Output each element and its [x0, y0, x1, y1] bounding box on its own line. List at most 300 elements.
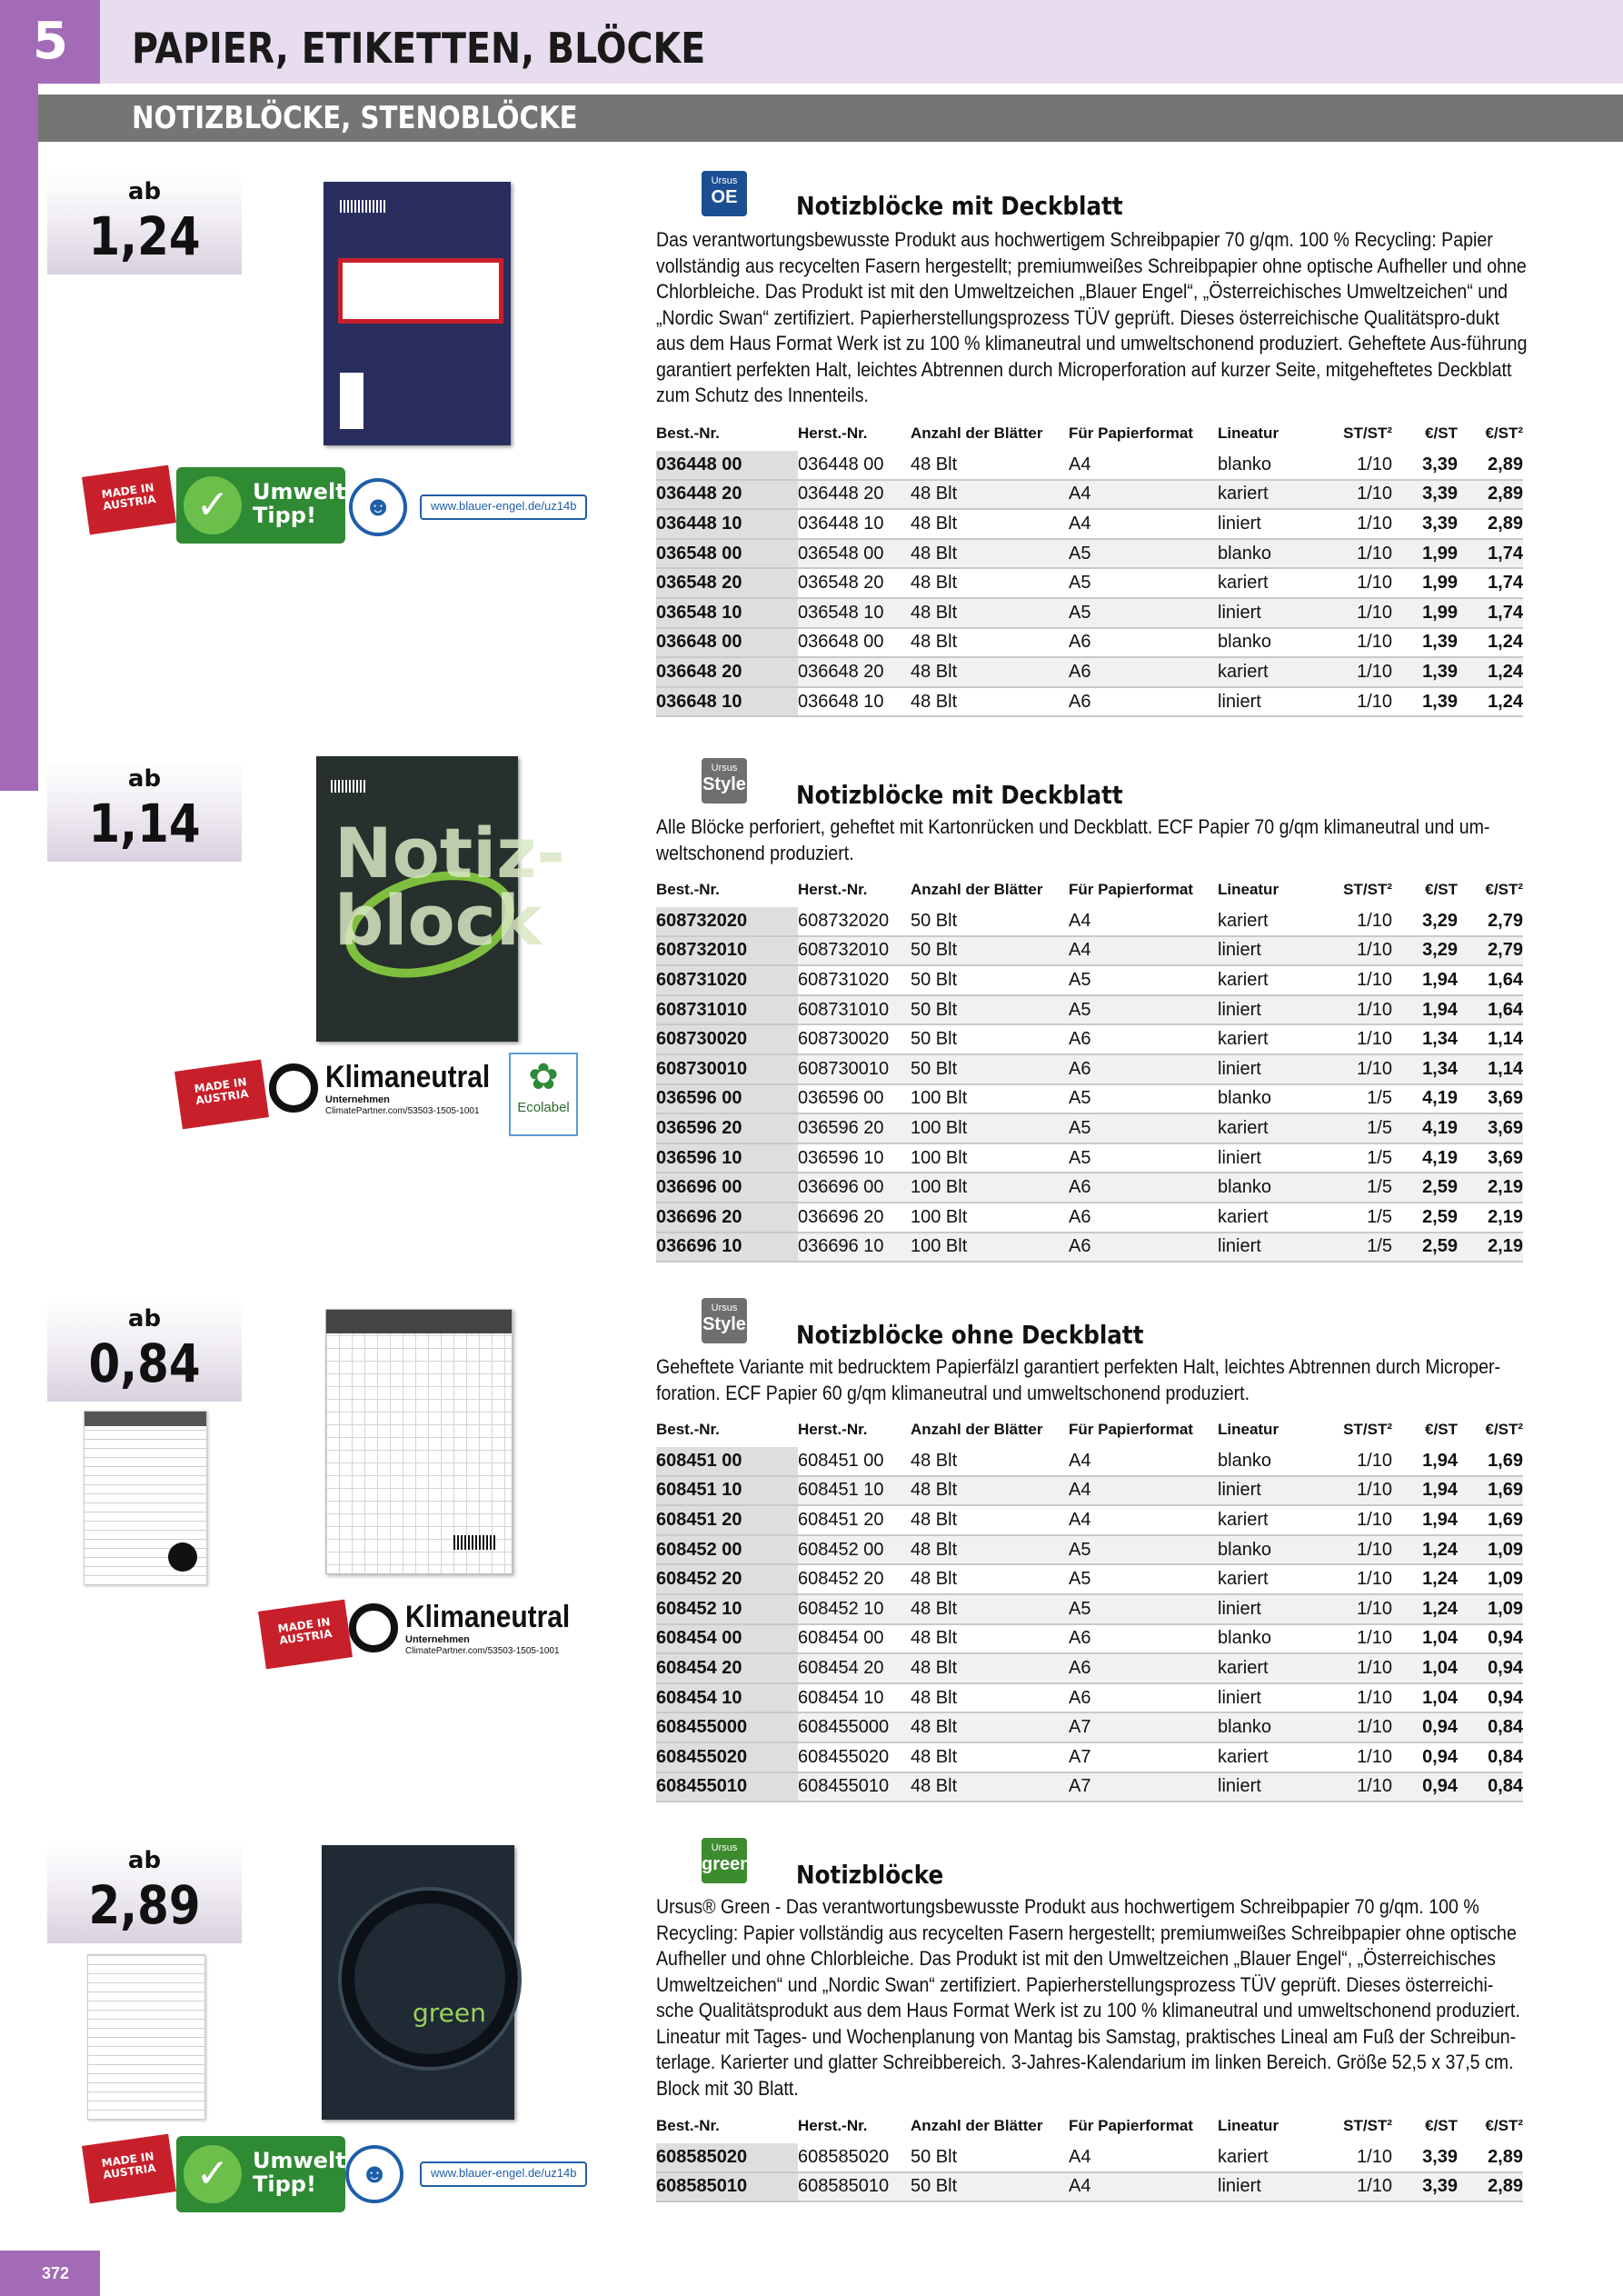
table-cell: 1/10 — [1357, 513, 1392, 534]
table-cell: 1/10 — [1329, 936, 1392, 966]
table-cell: 50 Blt — [911, 2172, 1069, 2202]
order-number-cell: 608455000 — [656, 1712, 798, 1742]
table-row — [656, 1054, 1523, 1084]
column-header: Best.-Nr. — [656, 881, 720, 898]
column-header: €/ST — [1425, 2117, 1458, 2134]
column-header: ST/ST² — [1343, 424, 1392, 442]
umwelt-text: Umwelt — [253, 479, 346, 504]
table-cell: 0,94 — [1392, 1712, 1458, 1742]
price-value: 0,84 — [88, 1333, 201, 1394]
table-cell: liniert — [1218, 2172, 1329, 2202]
table-row — [656, 657, 1523, 687]
product-image-notizblock-blue — [324, 182, 511, 445]
table-cell: 3,39 — [1422, 454, 1458, 474]
table-cell: A4 — [1069, 454, 1091, 474]
section-title: NOTIZBLÖCKE, STENOBLÖCKE — [132, 100, 578, 136]
table-cell: 3,69 — [1488, 1088, 1523, 1109]
table-cell: 1,64 — [1458, 995, 1523, 1025]
column-header: Best.-Nr. — [656, 2117, 720, 2134]
table-cell: A6 — [1069, 657, 1218, 687]
table-cell: liniert — [1218, 1594, 1329, 1624]
table-cell: 1/10 — [1357, 454, 1392, 474]
order-number-cell: 608451 20 — [656, 1505, 798, 1535]
table-cell: A4 — [1069, 1509, 1091, 1530]
klimaneutral-badge — [349, 1598, 640, 1662]
product-title: Notizblöcke ohne Deckblatt — [796, 1320, 1144, 1350]
table-cell: 1,09 — [1458, 1535, 1523, 1565]
table-cell: 036596 00 — [798, 1088, 884, 1109]
table-cell: 608454 00 — [798, 1628, 884, 1649]
table-row — [656, 509, 1523, 539]
table-cell: 0,94 — [1488, 1628, 1523, 1649]
table-cell: 608585020 — [798, 2146, 890, 2167]
table-cell: A4 — [1069, 910, 1091, 931]
table-cell: blanko — [1218, 454, 1271, 474]
table-cell: kariert — [1218, 1746, 1269, 1767]
table-cell: 1,39 — [1422, 691, 1458, 712]
table-cell: 48 Blt — [911, 598, 1069, 628]
table-cell: 036696 00 — [798, 1173, 911, 1203]
table-cell: 1/10 — [1329, 995, 1392, 1025]
table-cell: kariert — [1218, 910, 1269, 931]
table-cell: 1/10 — [1357, 1569, 1392, 1590]
table-cell: 48 Blt — [911, 1476, 1069, 1506]
table-cell: 036696 10 — [798, 1233, 911, 1263]
table-cell: A5 — [1069, 969, 1091, 990]
table-cell: 1,24 — [1488, 691, 1523, 712]
order-number-cell: 036548 10 — [656, 598, 798, 628]
table-cell: A5 — [1069, 1113, 1218, 1143]
table-cell: 1,99 — [1392, 539, 1458, 569]
table-cell: 1,09 — [1488, 1569, 1523, 1590]
table-cell: kariert — [1218, 1029, 1269, 1050]
table-cell: 50 Blt — [911, 1054, 1069, 1084]
table-cell: blanko — [1218, 1628, 1271, 1649]
ecolabel-text: Ecolabel — [517, 1100, 570, 1115]
table-cell: liniert — [1218, 1687, 1261, 1708]
table-cell: 100 Blt — [911, 1206, 968, 1227]
table-cell: A4 — [1069, 1450, 1091, 1471]
tipp-text: Tipp! — [253, 2171, 316, 2197]
table-cell: 1/10 — [1357, 1687, 1392, 1708]
table-cell: kariert — [1218, 1509, 1269, 1530]
table-cell: 1/5 — [1329, 1233, 1392, 1263]
table-cell: 50 Blt — [911, 1029, 958, 1050]
blauer-engel-url[interactable]: www.blauer-engel.de/uz14b — [420, 494, 587, 520]
order-number-cell: 608451 00 — [656, 1447, 798, 1476]
table-row — [656, 1505, 1523, 1535]
blauer-engel-url[interactable]: www.blauer-engel.de/uz14b — [420, 2161, 587, 2187]
order-number-cell: 608585020 — [656, 2143, 798, 2172]
table-cell: 2,89 — [1458, 2172, 1523, 2202]
table-row — [656, 1203, 1523, 1233]
order-number-cell: 036648 00 — [656, 628, 798, 658]
brand-big: green — [702, 1854, 752, 1874]
order-number-cell: 608730020 — [656, 1024, 798, 1054]
table-header — [656, 1416, 1523, 1447]
table-cell: 48 Blt — [911, 1594, 1069, 1624]
table-cell: 2,89 — [1488, 454, 1523, 474]
table-cell: 1,24 — [1392, 1535, 1458, 1565]
chapter-title: PAPIER, ETIKETTEN, BLÖCKE — [132, 24, 706, 73]
table-cell: liniert — [1218, 936, 1329, 966]
table-cell: A4 — [1069, 2172, 1218, 2202]
table-cell: A4 — [1069, 480, 1218, 510]
order-number-cell: 608731010 — [656, 995, 798, 1025]
cover-label — [338, 258, 503, 324]
table-cell: 608731010 — [798, 995, 911, 1025]
table-cell: 1/10 — [1357, 2146, 1392, 2167]
table-cell: 608454 10 — [798, 1687, 884, 1708]
table-cell: A4 — [1069, 1476, 1218, 1506]
table-cell: 608451 20 — [798, 1509, 884, 1530]
table-cell: 2,79 — [1458, 936, 1523, 966]
table-cell: A5 — [1069, 1535, 1218, 1565]
klimaneutral-label: Klimaneutral — [405, 1600, 571, 1634]
table-cell: 036548 00 — [798, 539, 911, 569]
order-number-cell: 608730010 — [656, 1054, 798, 1084]
product-description: Alle Blöcke perforiert, geheftet mit Kartonrücken und Deckblatt. ECF Papier 70 g/qm klimaneutral und um-weltschonend produziert. — [656, 815, 1490, 864]
table-cell: 48 Blt — [911, 539, 1069, 569]
price-box — [47, 1300, 242, 1402]
order-number-cell: 608454 00 — [656, 1624, 798, 1654]
table-cell: A7 — [1069, 1712, 1218, 1742]
table-cell: 1/10 — [1329, 657, 1392, 687]
table-cell: 48 Blt — [911, 1569, 958, 1590]
table-header — [656, 876, 1523, 907]
column-header: Herst.-Nr. — [798, 2117, 868, 2134]
order-number-cell: 036448 00 — [656, 451, 798, 480]
column-header: Lineatur — [1218, 424, 1279, 442]
table-cell: 0,84 — [1458, 1712, 1523, 1742]
table-cell: 608731020 — [798, 969, 890, 990]
product-description: Geheftete Variante mit bedrucktem Papierfälzl garantiert perfekten Halt, leichtes Abtrennen durch Microper-foration. ECF Papier 60 g/qm klimaneutral und umweltschonend produziert. — [656, 1355, 1501, 1404]
table-cell: 48 Blt — [911, 1450, 958, 1471]
table-cell: 1/10 — [1357, 969, 1392, 990]
column-header: €/ST² — [1485, 2117, 1523, 2134]
article-table — [656, 1416, 1523, 1802]
table-row — [656, 1564, 1523, 1594]
table-header — [656, 2112, 1523, 2143]
table-cell: 1,94 — [1422, 1450, 1458, 1471]
table-cell: 1/10 — [1357, 1029, 1392, 1050]
order-number-cell: 608451 10 — [656, 1476, 798, 1506]
table-cell: 036596 20 — [798, 1113, 911, 1143]
table-cell: 1/10 — [1357, 910, 1392, 931]
order-number-cell: 036648 10 — [656, 687, 798, 717]
table-cell: 1,34 — [1392, 1054, 1458, 1084]
table-cell: 608730010 — [798, 1054, 911, 1084]
made-in-austria-badge: MADE IN AUSTRIA — [174, 1060, 269, 1130]
table-cell: 1,64 — [1488, 969, 1523, 990]
order-number-cell: 036448 20 — [656, 480, 798, 510]
table-cell: 608585010 — [798, 2172, 911, 2202]
table-cell: 1,04 — [1422, 1628, 1458, 1649]
price-prefix: ab — [127, 1847, 162, 1874]
klimaneutral-sub: Unternehmen — [325, 1094, 390, 1105]
table-cell: 608454 20 — [798, 1653, 911, 1683]
table-cell: 4,19 — [1422, 1088, 1458, 1109]
table-cell: 1/10 — [1357, 632, 1392, 653]
product-image-notizblock-lined — [84, 1411, 207, 1585]
table-cell: 2,59 — [1422, 1206, 1458, 1227]
table-cell: kariert — [1218, 2146, 1269, 2167]
table-row — [656, 1113, 1523, 1143]
table-cell: 1/10 — [1329, 2172, 1392, 2202]
barcode-icon — [331, 780, 367, 793]
table-cell: 50 Blt — [911, 969, 958, 990]
table-cell: A5 — [1069, 995, 1218, 1025]
table-cell: liniert — [1218, 995, 1329, 1025]
table-cell: 1/5 — [1329, 1173, 1392, 1203]
table-row — [656, 2172, 1523, 2202]
table-cell: 1,94 — [1392, 1476, 1458, 1506]
made-in-austria-badge: MADE IN AUSTRIA — [258, 1600, 353, 1670]
tipp-text: Tipp! — [253, 503, 316, 528]
table-cell: 1,39 — [1422, 632, 1458, 653]
table-cell: 2,19 — [1458, 1233, 1523, 1263]
table-cell: 2,89 — [1458, 480, 1523, 510]
table-cell: kariert — [1218, 1653, 1329, 1683]
table-row — [656, 1594, 1523, 1624]
table-cell: 1,14 — [1458, 1054, 1523, 1084]
cover-stripe — [340, 373, 363, 429]
pad-logo-icon — [168, 1542, 197, 1572]
table-cell: 608451 10 — [798, 1476, 911, 1506]
table-row — [656, 1742, 1523, 1772]
table-cell: A6 — [1069, 1233, 1218, 1263]
table-cell: 1/5 — [1329, 1113, 1392, 1143]
order-number-cell: 036548 20 — [656, 568, 798, 598]
column-header: ST/ST² — [1343, 1421, 1392, 1438]
table-cell: 50 Blt — [911, 936, 1069, 966]
table-cell: A6 — [1069, 1687, 1091, 1708]
table-cell: 48 Blt — [911, 1628, 958, 1649]
table-cell: A6 — [1069, 632, 1091, 653]
table-row — [656, 480, 1523, 510]
table-cell: A6 — [1069, 1206, 1091, 1227]
brand-big: Style — [702, 774, 746, 794]
table-cell: 036548 10 — [798, 598, 911, 628]
table-cell: A5 — [1069, 539, 1218, 569]
product-image-notizblock-style — [316, 756, 565, 1042]
article-table — [656, 876, 1523, 1263]
order-number-cell: 608452 00 — [656, 1535, 798, 1565]
checkmark-icon: ✓ — [184, 2145, 242, 2203]
order-number-cell: 608454 20 — [656, 1653, 798, 1683]
column-header: €/ST² — [1485, 1421, 1523, 1438]
table-cell: liniert — [1218, 598, 1329, 628]
chapter-side-strip — [0, 0, 38, 791]
order-number-cell: 608732020 — [656, 907, 798, 936]
table-cell: 48 Blt — [911, 454, 958, 474]
table-row — [656, 1624, 1523, 1654]
column-header: Lineatur — [1218, 2117, 1279, 2134]
order-number-cell: 608455010 — [656, 1772, 798, 1802]
table-cell: 48 Blt — [911, 632, 958, 653]
table-cell: 1/5 — [1367, 1147, 1392, 1168]
cover-circle — [342, 1891, 518, 2067]
blauer-engel-icon: ☻ — [349, 478, 407, 536]
table-cell: 48 Blt — [911, 1746, 958, 1767]
price-box — [47, 760, 242, 862]
table-cell: A4 — [1069, 513, 1091, 534]
ecolabel-badge — [509, 1053, 578, 1136]
table-cell: 0,94 — [1422, 1746, 1458, 1767]
pad-header — [85, 1412, 206, 1426]
brand-top: Ursus — [711, 175, 738, 186]
table-cell: A4 — [1069, 936, 1218, 966]
order-number-cell: 036696 20 — [656, 1203, 798, 1233]
order-number-cell: 036648 20 — [656, 657, 798, 687]
cover-text: Notiz-block — [334, 813, 565, 961]
table-cell: 608732010 — [798, 936, 911, 966]
table-cell: 3,69 — [1458, 1113, 1523, 1143]
table-header — [656, 420, 1523, 451]
column-header: Anzahl der Blätter — [911, 1421, 1043, 1438]
table-cell: 100 Blt — [911, 1113, 1069, 1143]
climate-partner-icon — [269, 1063, 318, 1113]
table-cell: blanko — [1218, 1535, 1329, 1565]
table-cell: 608452 00 — [798, 1535, 911, 1565]
table-cell: 036648 20 — [798, 657, 911, 687]
table-row — [656, 568, 1523, 598]
order-number-cell: 036596 00 — [656, 1084, 798, 1114]
table-cell: 1,69 — [1458, 1476, 1523, 1506]
table-cell: A4 — [1069, 2146, 1091, 2167]
table-cell: 608455010 — [798, 1772, 911, 1802]
table-cell: 0,84 — [1458, 1772, 1523, 1802]
table-cell: 100 Blt — [911, 1173, 1069, 1203]
table-cell: A6 — [1069, 1029, 1091, 1050]
table-cell: 4,19 — [1392, 1113, 1458, 1143]
table-row — [656, 1712, 1523, 1742]
table-cell: 1,24 — [1392, 1594, 1458, 1624]
table-cell: 100 Blt — [911, 1147, 968, 1168]
table-cell: 1,69 — [1488, 1450, 1523, 1471]
table-cell: A5 — [1069, 1147, 1091, 1168]
table-cell: A5 — [1069, 1569, 1091, 1590]
table-cell: 608455000 — [798, 1712, 911, 1742]
table-cell: 036448 10 — [798, 513, 884, 534]
made-in-austria-badge: MADE IN AUSTRIA — [82, 2134, 176, 2204]
table-cell: 50 Blt — [911, 2146, 958, 2167]
table-cell: 1/10 — [1357, 1746, 1392, 1767]
product-description: Ursus® Green - Das verantwortungsbewusste Produkt aus hochwertigem Schreibpapier 70 g/qm. 100 % Recycling: Papier vollständig aus recycelten Fasern hergestellt; premiumweißes Schreibpapier ohne optische Aufheller und ohne Chlorbleiche. Das Produkt ist mit den Umweltzeichen „Blauer Engel“, „Österreichisches Umweltzeichen“ und „Nordic Swan“ zertifiziert. Papierherstellungsprozess TÜV geprüft. Dieses österreichi-sche Qualitätsprodukt aus dem Haus Format Werk ist zu 100 % klimaneutral und umweltschonend produziert. Lineatur mit Tages- und Wochenplanung von Mantag bis Samstag, praktisches Lineal am Fuß der Schreibun-terlage. Karierter und glatter Schreibbereich. 3-Jahres-Kalendarium im linken Bereich. Größe 52,5 x 37,5 cm. Block mit 30 Blatt. — [656, 1895, 1520, 2100]
table-cell: 1/10 — [1329, 1594, 1392, 1624]
table-cell: kariert — [1218, 480, 1329, 510]
table-cell: 1/10 — [1357, 573, 1392, 594]
table-cell: A5 — [1069, 1088, 1091, 1109]
checkmark-icon: ✓ — [184, 476, 242, 534]
column-header: Für Papierformat — [1069, 881, 1193, 898]
table-cell: A5 — [1069, 573, 1091, 594]
order-number-cell: 608732010 — [656, 936, 798, 966]
table-row — [656, 1143, 1523, 1173]
table-row — [656, 451, 1523, 480]
table-cell: 036648 00 — [798, 632, 884, 653]
order-number-cell: 608585010 — [656, 2172, 798, 2202]
klimaneutral-sub: Unternehmen — [405, 1634, 470, 1645]
product-image-notizblock-green — [322, 1845, 514, 2120]
table-cell: 48 Blt — [911, 657, 1069, 687]
table-cell: 48 Blt — [911, 1653, 1069, 1683]
table-cell: kariert — [1218, 1113, 1329, 1143]
article-table — [656, 2112, 1523, 2202]
column-header: Für Papierformat — [1069, 424, 1193, 442]
column-header: Für Papierformat — [1069, 2117, 1193, 2134]
blauer-engel-icon: ☻ — [345, 2145, 403, 2203]
table-row — [656, 687, 1523, 717]
table-cell: blanko — [1218, 632, 1271, 653]
table-cell: 1/10 — [1329, 1054, 1392, 1084]
table-row — [656, 995, 1523, 1025]
order-number-cell: 036696 00 — [656, 1173, 798, 1203]
ursus-green-logo — [702, 1838, 752, 1883]
table-cell: 48 Blt — [911, 1509, 958, 1530]
table-cell: 036648 10 — [798, 691, 884, 712]
table-row — [656, 1233, 1523, 1263]
brand-top: Ursus — [711, 1842, 738, 1853]
table-cell: 0,94 — [1392, 1772, 1458, 1802]
column-header: €/ST — [1425, 424, 1458, 442]
table-row — [656, 1024, 1523, 1054]
table-cell: kariert — [1218, 657, 1329, 687]
table-cell: 2,89 — [1488, 513, 1523, 534]
column-header: Best.-Nr. — [656, 424, 720, 442]
table-cell: 036596 10 — [798, 1147, 884, 1168]
article-table — [656, 420, 1523, 717]
table-row — [656, 1084, 1523, 1114]
page-number: 372 — [0, 2251, 100, 2296]
table-cell: blanko — [1218, 1450, 1271, 1471]
table-cell: 1/10 — [1329, 1535, 1392, 1565]
table-cell: 1,94 — [1392, 995, 1458, 1025]
table-cell: 608452 20 — [798, 1569, 884, 1590]
order-number-cell: 036448 10 — [656, 509, 798, 539]
made-in-austria-badge: MADE IN AUSTRIA — [82, 465, 176, 535]
umwelt-text: Umwelt — [253, 2148, 346, 2173]
table-cell: A5 — [1069, 598, 1218, 628]
table-row — [656, 1683, 1523, 1713]
table-row — [656, 1535, 1523, 1565]
table-cell: 50 Blt — [911, 910, 958, 931]
table-cell: liniert — [1218, 1147, 1261, 1168]
table-cell: 036548 20 — [798, 573, 884, 594]
klimaneutral-ref: ClimatePartner.com/53503-1505-1001 — [325, 1106, 480, 1116]
price-value: 1,14 — [88, 793, 201, 854]
column-header: Lineatur — [1218, 1421, 1279, 1438]
table-cell: 608451 00 — [798, 1450, 884, 1471]
product-image-schreibunterlage — [87, 1954, 205, 2120]
table-cell: 48 Blt — [911, 1535, 1069, 1565]
order-number-cell: 036596 10 — [656, 1143, 798, 1173]
table-cell: 3,39 — [1422, 2146, 1458, 2167]
table-cell: 1/10 — [1329, 1476, 1392, 1506]
price-prefix: ab — [127, 178, 162, 205]
column-header: Best.-Nr. — [656, 1421, 720, 1438]
column-header: Anzahl der Blätter — [911, 881, 1043, 898]
table-cell: 1,34 — [1422, 1029, 1458, 1050]
table-cell: 608732020 — [798, 910, 890, 931]
table-cell: 1/10 — [1357, 691, 1392, 712]
table-cell: 2,89 — [1488, 2146, 1523, 2167]
ursus-oe-logo — [702, 171, 747, 216]
table-cell: 48 Blt — [911, 480, 1069, 510]
table-cell: 3,39 — [1422, 513, 1458, 534]
table-row — [656, 628, 1523, 658]
ecolabel-flower-icon: ✿ — [528, 1057, 559, 1097]
